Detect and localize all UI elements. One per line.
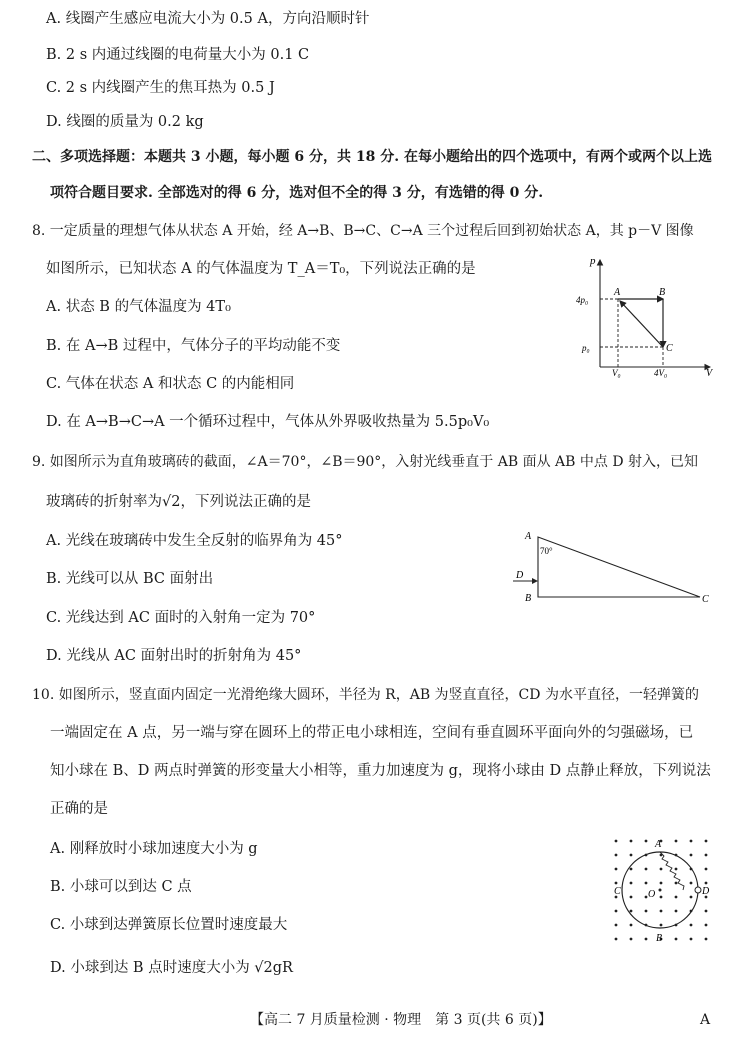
point-b-label: B [659, 287, 666, 298]
q7-option-c: C. 2 s 内线圈产生的焦耳热为 0.5 J [46, 80, 275, 96]
label-a: A [655, 839, 662, 850]
vertex-c-label: C [702, 594, 709, 605]
point-c-label: C [666, 343, 673, 354]
field-dot [630, 882, 633, 885]
q9-option-d: D. 光线从 AC 面射出时的折射角为 45° [46, 648, 302, 664]
field-dot [645, 938, 648, 941]
tick-p0: p₀ [582, 343, 590, 353]
field-dot [690, 924, 693, 927]
angle-label: 70° [540, 546, 553, 556]
field-dot [615, 868, 618, 871]
field-dot [615, 854, 618, 857]
q8-option-c: C. 气体在状态 A 和状态 C 的内能相同 [46, 376, 295, 392]
field-dot [630, 938, 633, 941]
field-dot [630, 910, 633, 913]
field-dot [645, 896, 648, 899]
q7-option-a: A. 线圈产生感应电流大小为 0.5 A，方向沿顺时针 [46, 11, 370, 27]
q9-option-a: A. 光线在玻璃砖中发生全反射的临界角为 45° [46, 533, 343, 549]
field-dot [705, 854, 708, 857]
field-dot [690, 938, 693, 941]
field-dot [660, 896, 663, 899]
q9-option-c: C. 光线达到 AC 面时的入射角一定为 70° [46, 610, 316, 626]
field-dot [705, 840, 708, 843]
q8-option-b: B. 在 A→B 过程中，气体分子的平均动能不变 [46, 338, 341, 354]
point-a-label: A [614, 287, 621, 298]
field-dot [615, 938, 618, 941]
field-dot [645, 868, 648, 871]
v-axis-label: V [706, 368, 713, 379]
field-dot [630, 840, 633, 843]
q9-option-b: B. 光线可以从 BC 面射出 [46, 571, 214, 587]
ball-d [695, 887, 701, 893]
point-d-label: D [516, 570, 524, 581]
field-dot [660, 868, 663, 871]
section2-heading-line2: 项符合题目要求. 全部选对的得 6 分，选对但不全的得 3 分，有选错的得 0 分. [50, 185, 544, 201]
q10-option-c: C. 小球到达弹簧原长位置时速度最大 [50, 917, 288, 933]
tick-4p0: 4p₀ [576, 295, 589, 305]
label-b: B [656, 933, 663, 944]
field-dot [630, 924, 633, 927]
label-o: O [648, 889, 656, 900]
field-dot [705, 924, 708, 927]
q10-stem-line4: 正确的是 [50, 801, 108, 817]
field-dot [645, 910, 648, 913]
field-dot [690, 840, 693, 843]
label-c: C [614, 886, 621, 897]
field-dot [705, 882, 708, 885]
q9-stem-line1: 9. 如图所示为直角玻璃砖的截面，∠A＝70°，∠B＝90°，入射光线垂直于 AB 面从 AB 中点 D 射入，已知 [32, 454, 699, 470]
field-dot [660, 910, 663, 913]
q8-option-a: A. 状态 B 的气体温度为 4T₀ [46, 299, 231, 315]
q7-option-d: D. 线圈的质量为 0.2 kg [46, 114, 204, 130]
path-ca [620, 301, 663, 347]
q10-ring-figure [608, 835, 718, 947]
center-o [659, 889, 662, 892]
field-dot [690, 896, 693, 899]
prism-outline [538, 537, 700, 597]
field-dot [675, 840, 678, 843]
q7-option-b: B. 2 s 内通过线圈的电荷量大小为 0.1 C [46, 47, 310, 63]
field-dot [705, 868, 708, 871]
q9-prism-figure [505, 527, 715, 607]
tick-v0: V₀ [612, 368, 621, 378]
field-dot [645, 882, 648, 885]
q10-option-d: D. 小球到达 B 点时速度大小为 √2gR [50, 960, 293, 976]
label-d: D [702, 886, 710, 897]
q10-stem-line3: 知小球在 B、D 两点时弹簧的形变量大小相等，重力加速度为 g，现将小球由 D 点静止释放，下列说法 [50, 763, 711, 779]
field-dot [705, 938, 708, 941]
field-dot [645, 840, 648, 843]
q8-option-d: D. 在 A→B→C→A 一个循环过程中，气体从外界吸收热量为 5.5p₀V₀ [46, 414, 490, 430]
field-dot [675, 882, 678, 885]
field-dot [660, 924, 663, 927]
paper-version: A [700, 1012, 711, 1028]
field-dot [630, 854, 633, 857]
field-dot [690, 882, 693, 885]
section2-heading-line1: 二、多项选择题：本题共 3 小题，每小题 6 分，共 18 分. 在每小题给出的四个选项中，有两个或两个以上选 [32, 149, 712, 165]
p-axis-label: p [590, 255, 596, 267]
field-dot [615, 910, 618, 913]
field-dot [630, 896, 633, 899]
field-dot [660, 882, 663, 885]
page-footer: 【高二 7 月质量检测 · 物理 第 3 页(共 6 页)】 [250, 1012, 552, 1028]
q9-stem-line2: 玻璃砖的折射率为√2，下列说法正确的是 [46, 494, 311, 510]
tick-4v0: 4V₀ [654, 368, 668, 378]
field-dot [675, 896, 678, 899]
q10-option-a: A. 刚释放时小球加速度大小为 g [50, 841, 258, 857]
q10-stem-line1: 10. 如图所示，竖直面内固定一光滑绝缘大圆环，半径为 R，AB 为竖直直径，CD 为水平直径，一轻弹簧的 [32, 687, 699, 703]
q8-stem-line1: 8. 一定质量的理想气体从状态 A 开始，经 A→B、B→C、C→A 三个过程后回到初始状态 A，其 p－V 图像 [32, 223, 694, 239]
vertex-b-label: B [525, 593, 532, 604]
field-dot [615, 840, 618, 843]
field-dot [615, 882, 618, 885]
field-dot [615, 924, 618, 927]
q10-option-b: B. 小球可以到达 C 点 [50, 879, 192, 895]
field-dot [630, 868, 633, 871]
field-dot [675, 910, 678, 913]
vertex-a-label: A [525, 531, 532, 542]
field-dot [675, 868, 678, 871]
field-dot [675, 938, 678, 941]
field-dot [690, 854, 693, 857]
field-dot [705, 910, 708, 913]
q8-stem-line2: 如图所示，已知状态 A 的气体温度为 T_A＝T₀，下列说法正确的是 [46, 261, 476, 277]
q8-pv-graph [568, 252, 718, 382]
q10-stem-line2: 一端固定在 A 点，另一端与穿在圆环上的带正电小球相连，空间有垂直圆环平面向外的匀强磁场，已 [50, 725, 694, 741]
